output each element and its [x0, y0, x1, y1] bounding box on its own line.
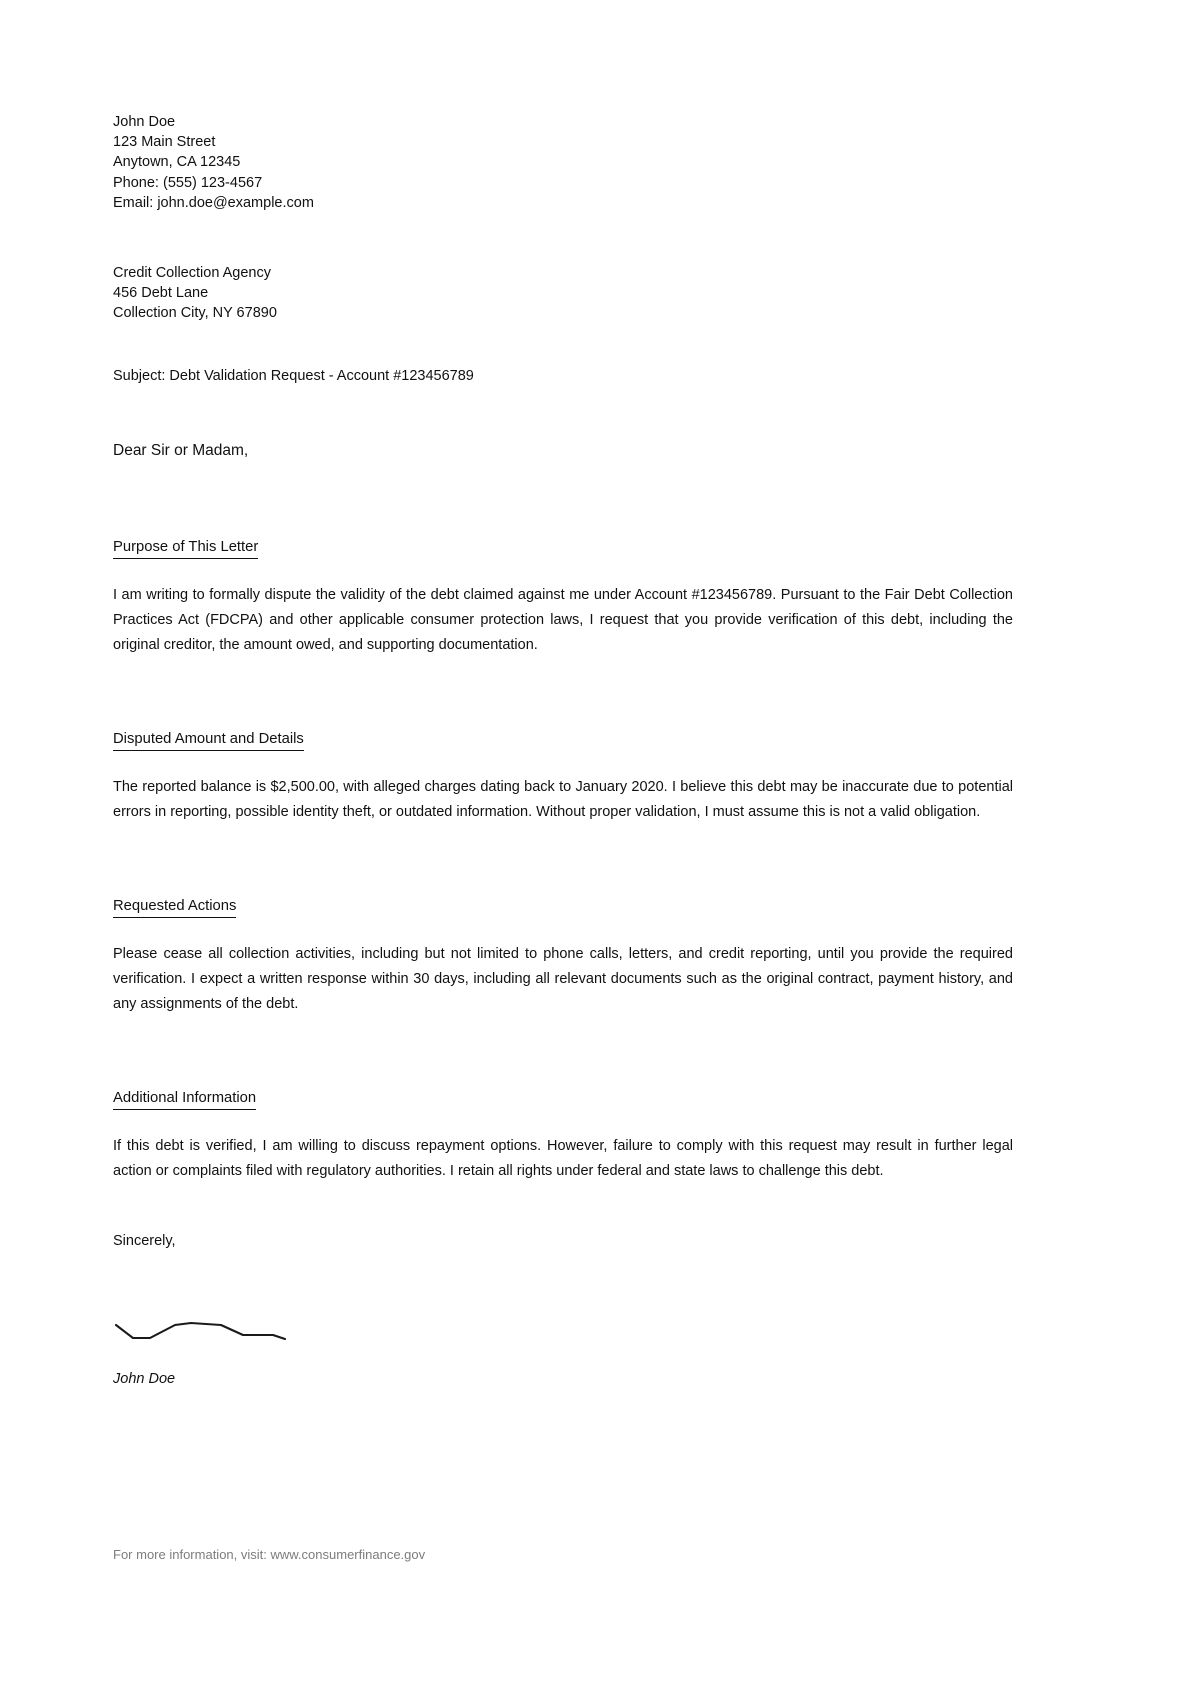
sender-name: John Doe	[113, 114, 176, 130]
subject-line: Subject: Debt Validation Request - Account #123456789	[113, 367, 474, 384]
letter-section	[113, 1088, 1013, 1185]
section-heading-additional-information: Additional Information	[113, 1088, 256, 1110]
spacer	[113, 324, 1013, 366]
section-heading-purpose: Purpose of This Letter	[113, 537, 258, 559]
section-heading-disputed-amount: Disputed Amount and Details	[113, 729, 304, 751]
signature-stroke-icon	[113, 1311, 288, 1345]
spacer	[113, 461, 1013, 511]
letter-content	[113, 112, 1013, 1389]
spacer	[113, 1018, 1013, 1062]
spacer	[113, 386, 1013, 440]
recipient-street: 456 Debt Lane	[113, 285, 209, 302]
section-body-additional-information: If this debt is verified, I am willing to discuss repayment options. However, failure to comply with this request may result in further legal action or complaints filed with regulatory authorities. I retain all rights under federal and state laws to challenge this debt.	[113, 1137, 1013, 1180]
spacer	[113, 659, 1013, 703]
letter-section	[113, 729, 1013, 826]
sender-street: 123 Main Street	[113, 134, 216, 151]
signature-name: John Doe	[113, 1370, 176, 1387]
recipient-city-state-zip: Collection City, NY 67890	[113, 305, 277, 322]
recipient-address-block	[113, 263, 1013, 324]
signature-mark-wrap	[113, 1311, 1013, 1355]
salutation: Dear Sir or Madam,	[113, 441, 249, 459]
spacer	[113, 213, 1013, 263]
sender-city-state-zip: Anytown, CA 12345	[113, 154, 241, 171]
section-body-requested-actions: Please cease all collection activities, including but not limited to phone calls, letters, and credit reporting, until you provide the required verification. I expect a written response within 30 days, including all relevant documents such as the original contract, payment history, and any assignments of the debt.	[113, 945, 1013, 1013]
sender-address-block	[113, 112, 1013, 213]
section-heading-requested-actions: Requested Actions	[113, 896, 236, 918]
section-body-purpose: I am writing to formally dispute the validity of the debt claimed against me under Account #123456789. Pursuant to the Fair Debt Collection Practices Act (FDCPA) and other applicable consumer protection laws, I request that you provide verification of this debt, including the original creditor, the amount owed, and supporting documentation.	[113, 586, 1013, 654]
section-body-disputed-amount: The reported balance is $2,500.00, with alleged charges dating back to January 2020. I believe this debt may be inaccurate due to potential errors in reporting, possible identity theft, or outdated information. Without proper validation, I must assume this is not a valid obligation.	[113, 778, 1013, 821]
letter-section	[113, 896, 1013, 1018]
letter-section	[113, 537, 1013, 659]
recipient-name: Credit Collection Agency	[113, 265, 271, 282]
footer-note: For more information, visit: www.consumerfinance.gov	[113, 1547, 426, 1562]
sender-email: Email: john.doe@example.com	[113, 194, 314, 211]
closing-line: Sincerely,	[113, 1232, 176, 1249]
sender-phone: Phone: (555) 123-4567	[113, 174, 263, 191]
spacer	[113, 826, 1013, 870]
